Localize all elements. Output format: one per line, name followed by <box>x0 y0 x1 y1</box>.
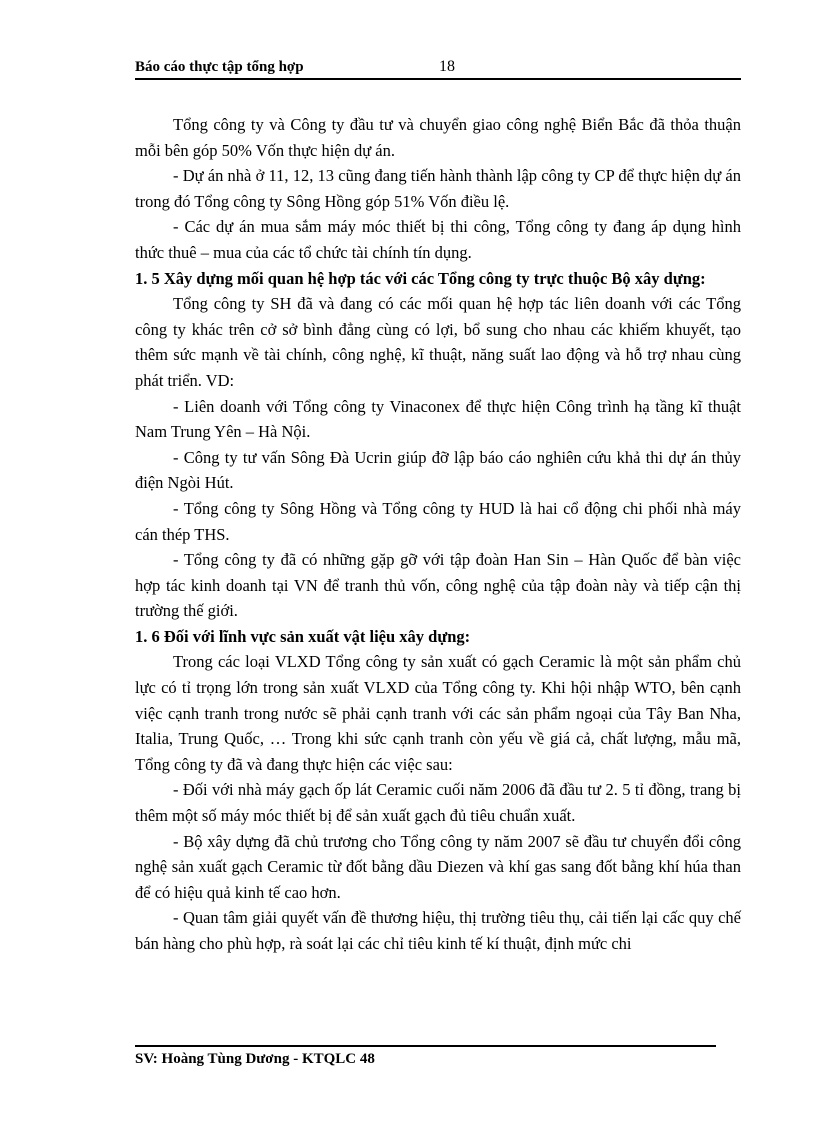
paragraph: - Bộ xây dựng đã chủ trương cho Tổng công ty năm 2007 sẽ đầu tư chuyển đổi công nghệ sản xuất gạch Ceramic từ đốt bằng dầu Diezen và khí gas sang đốt bằng khí húa than để có hiệu quả kinh tế cao hơn. <box>135 831 741 902</box>
section-heading: 1. 5 Xây dựng mối quan hệ hợp tác với các Tổng công ty trực thuộc Bộ xây dựng: <box>135 268 706 288</box>
footer-author: SV: Hoàng Tùng Dương - KTQLC 48 <box>135 1051 375 1067</box>
paragraph: - Dự án nhà ở 11, 12, 13 cũng đang tiến hành thành lập công ty CP để thực hiện dự án trong đó Tổng công ty Sông Hồng góp 51% Vốn điều lệ. <box>135 166 741 211</box>
paragraph: Tổng công ty SH đã và đang có các mối quan hệ hợp tác liên doanh với các Tổng công ty khác trên cở sở bình đẳng cùng có lợi, bổ sung cho nhau các khiếm khuyết, tạo thêm sức mạnh về tài chính, công nghệ, kĩ thuật, năng suất lao động và hỗ trợ nhau cùng phát triển. VD: <box>135 294 741 390</box>
paragraph: - Tổng công ty đã có những gặp gỡ với tập đoàn Han Sin – Hàn Quốc để bàn việc hợp tác kinh doanh tại VN để tranh thủ vốn, công nghệ của tập đoàn này và tiếp cận thị trường thế giới. <box>135 550 741 621</box>
paragraph: - Tổng công ty Sông Hồng và Tổng công ty HUD là hai cổ động chi phối nhà máy cán thép THS. <box>135 498 741 544</box>
header-title: Báo cáo thực tập tổng hợp <box>135 59 304 75</box>
paragraph: - Quan tâm giải quyết vấn đề thương hiệu, thị trường tiêu thụ, cải tiến lại cấc quy chế bán hàng cho phù hợp, rà soát lại các chỉ tiêu kinh tế kí thuật, định mức chi <box>135 908 741 953</box>
paragraph: Trong các loại VLXD Tổng công ty sản xuất có gạch Ceramic là một sản phẩm chủ lực có tỉ trọng lớn trong sản xuất VLXD của Tổng công ty. Khi hội nhập WTO, bên cạnh việc cạnh tranh trong nước sẽ phải cạnh tranh với các sản phẩm ngoại của Tây Ban Nha, Italia, Trung Quốc, … Trong khi sức cạnh tranh còn yếu về giá cả, chất lượng, mẫu mã, Tổng công ty đã và đang thực hiện các việc sau: <box>135 652 741 774</box>
page-header <box>135 56 741 80</box>
section-heading: 1. 6 Đối với lĩnh vực sản xuất vật liệu xây dựng: <box>135 626 471 646</box>
document-body <box>135 112 741 957</box>
footer-rule <box>135 1045 716 1047</box>
paragraph: - Công ty tư vấn Sông Đà Ucrin giúp đỡ lập báo cáo nghiên cứu khả thi dự án thủy điện Ngòi Hút. <box>135 447 741 493</box>
page-number: 18 <box>439 58 455 75</box>
paragraph: Tổng công ty và Công ty đầu tư và chuyển giao công nghệ Biển Bắc đã thỏa thuận mỗi bên góp 50% Vốn thực hiện dự án. <box>135 115 741 160</box>
paragraph: - Các dự án mua sắm máy móc thiết bị thi công, Tổng công ty đang áp dụng hình thức thuê – mua của các tổ chức tài chính tín dụng. <box>135 217 741 262</box>
paragraph: - Đối với nhà máy gạch ốp lát Ceramic cuối năm 2006 đã đầu tư 2. 5 tỉ đồng, trang bị thêm một số máy móc thiết bị để sản xuất gạch đủ tiêu chuẩn xuất. <box>135 780 741 826</box>
paragraph: - Liên doanh với Tổng công ty Vinaconex để thực hiện Công trình hạ tầng kĩ thuật Nam Trung Yên – Hà Nội. <box>135 396 741 442</box>
